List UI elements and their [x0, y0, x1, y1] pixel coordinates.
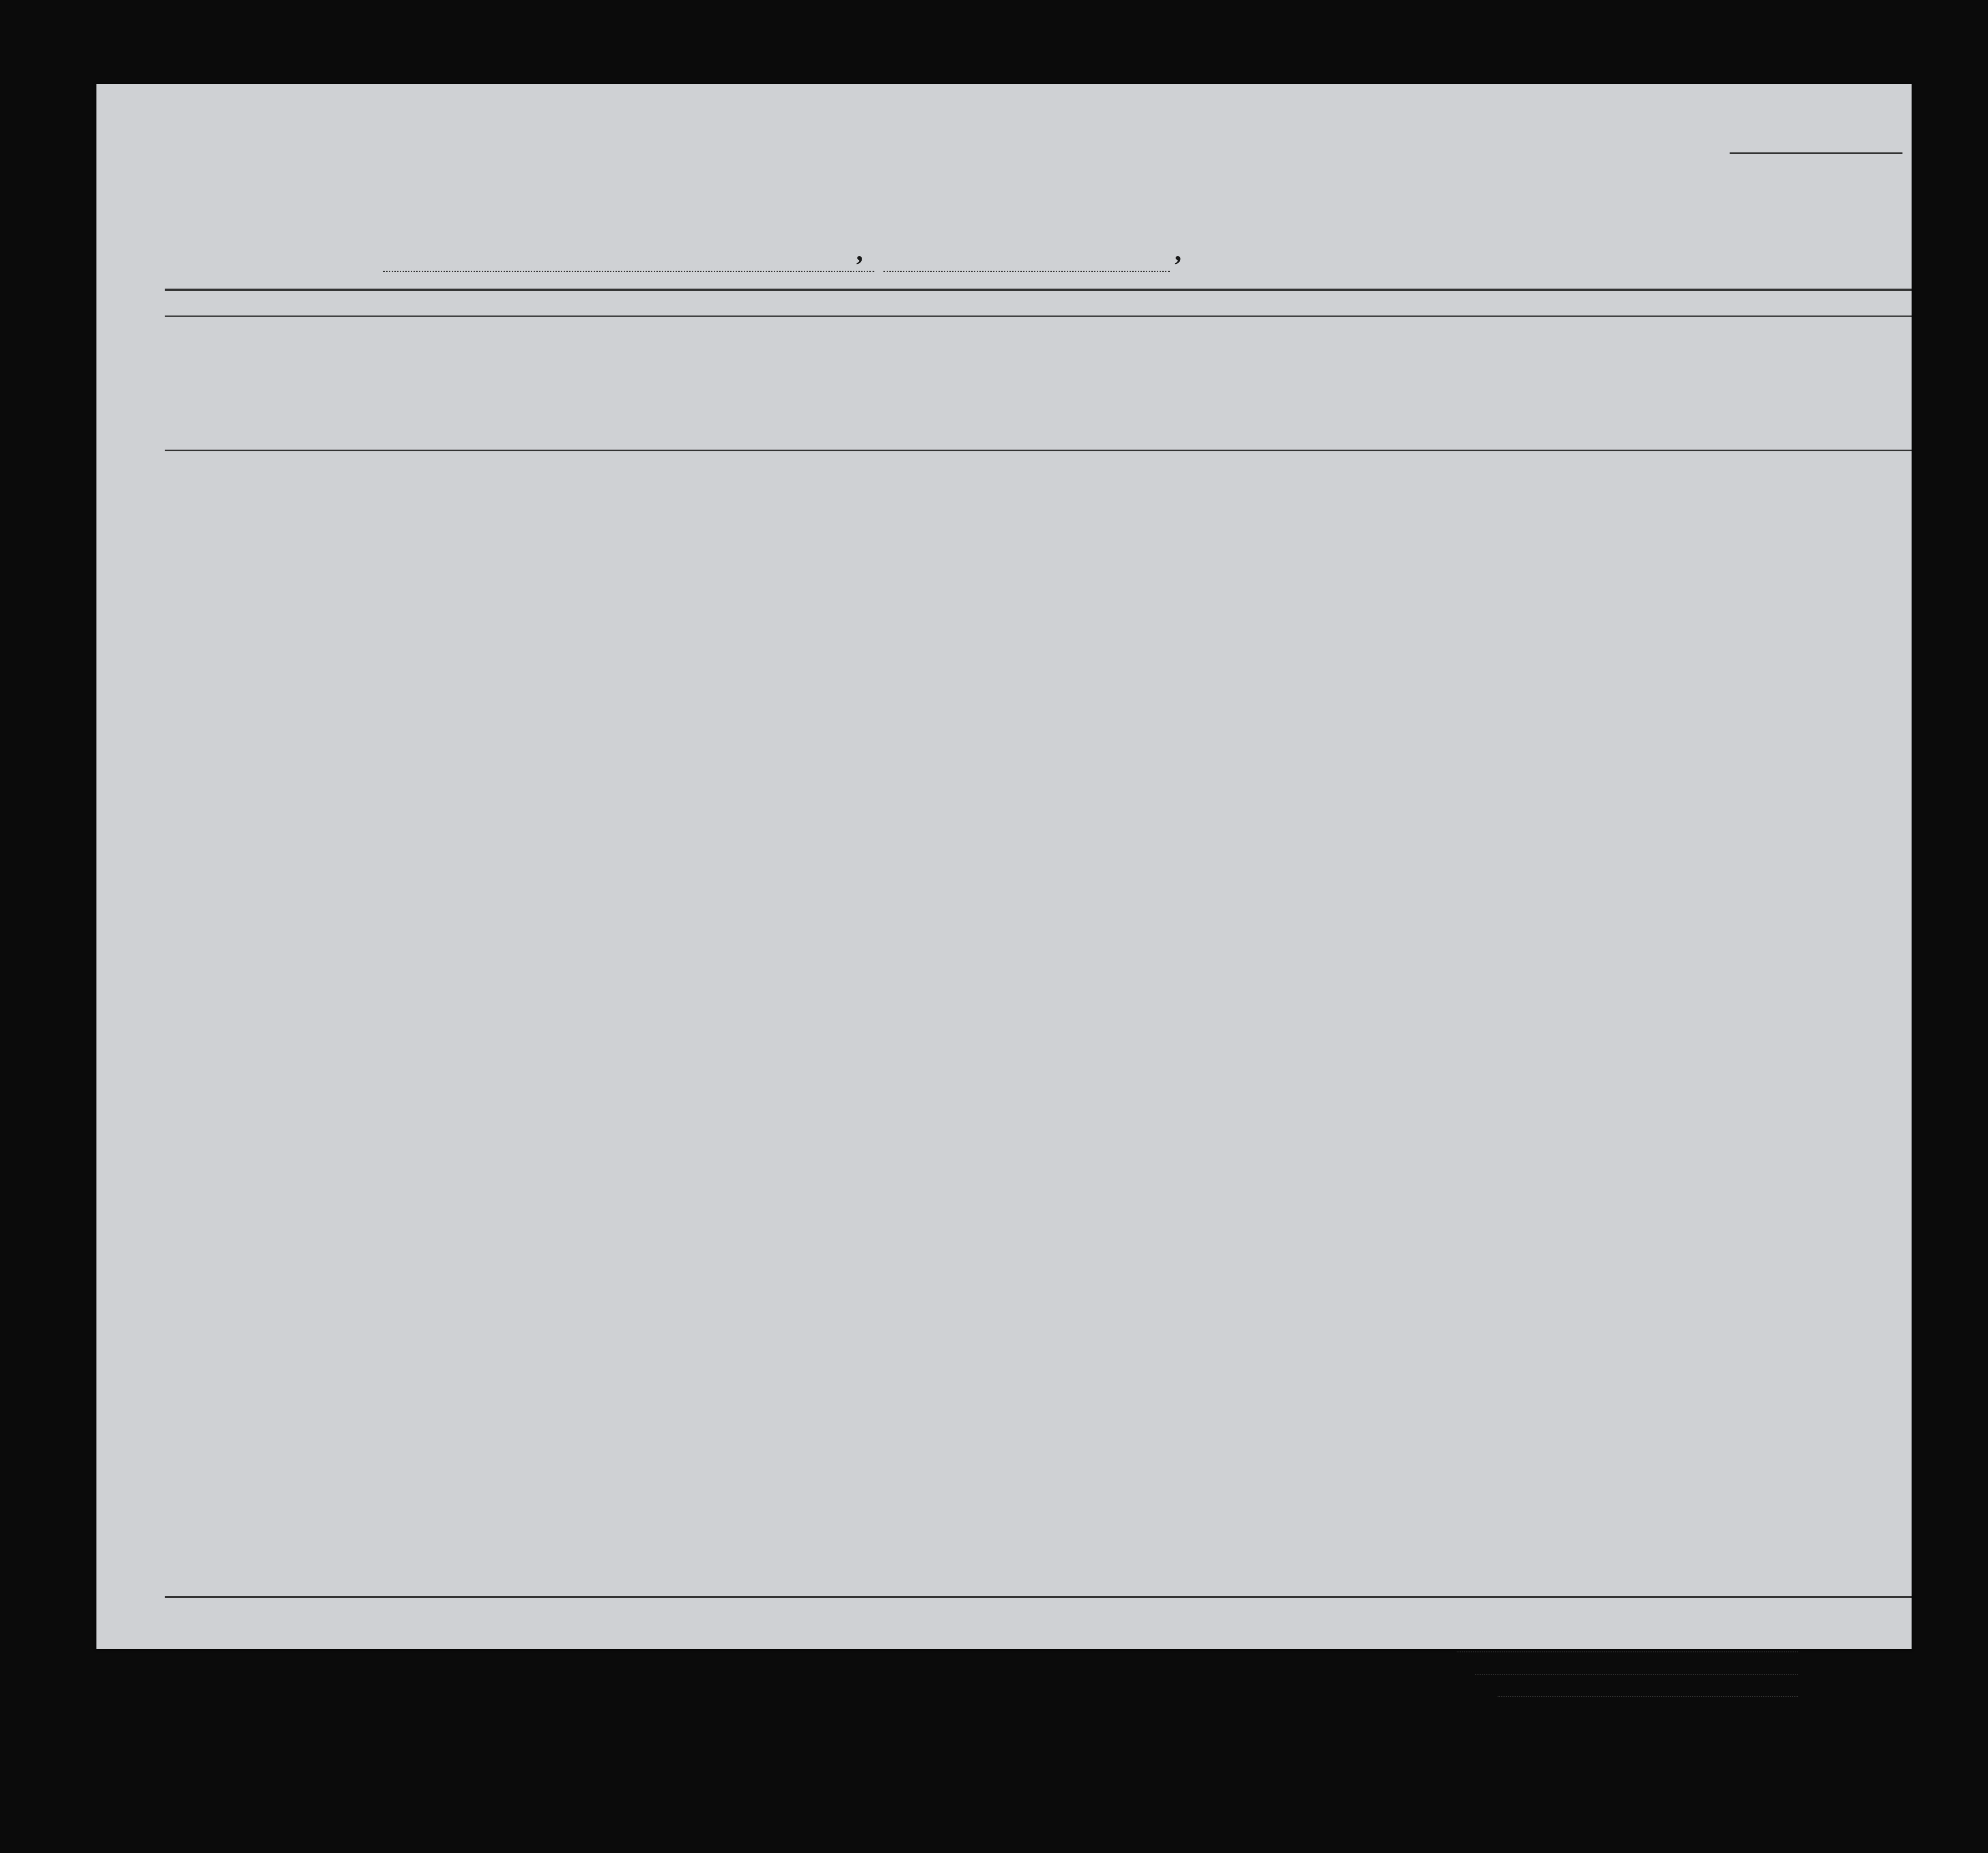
agents-underline — [1498, 1696, 1798, 1697]
manifest-sheet — [96, 84, 1912, 1649]
manifest-grid — [96, 84, 1912, 1649]
comma-separator: , — [1175, 236, 1181, 266]
line-underline — [1457, 1651, 1798, 1652]
comma-separator: , — [856, 236, 863, 266]
owners-underline — [1475, 1674, 1798, 1675]
